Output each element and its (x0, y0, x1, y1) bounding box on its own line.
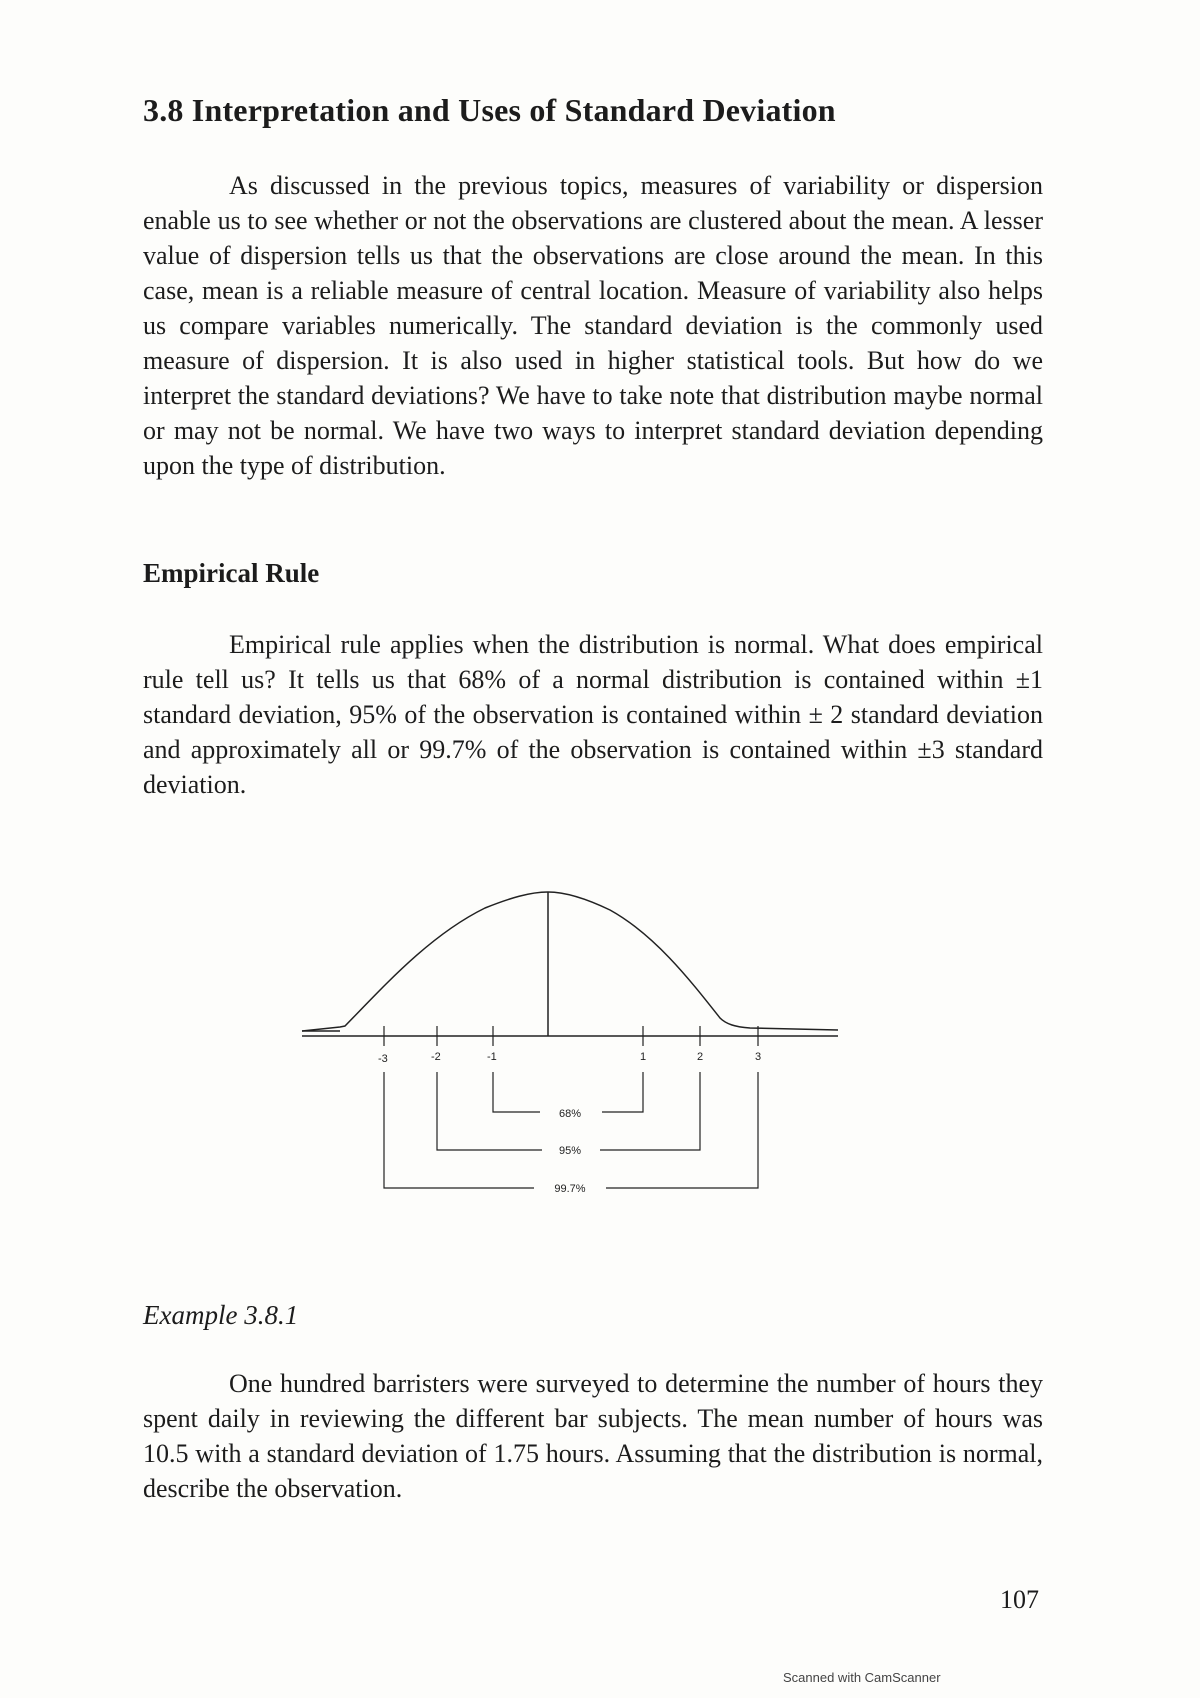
bracket-99-7-left (384, 1072, 534, 1188)
tick-label: 3 (755, 1051, 762, 1063)
tick-label: 2 (697, 1051, 704, 1063)
section-heading: 3.8 Interpretation and Uses of Standard Deviation (143, 92, 836, 128)
example-paragraph-text: One hundred barristers were surveyed to determine the number of hours they spent daily in reviewing the different bar subjects. The mean number of hours was 10.5 with a standard deviation of 1.75 hours. Assuming that the distribution is normal, describe the observation. (143, 1369, 1043, 1503)
bracket-68 (493, 1072, 643, 1120)
bracket-68-left (493, 1072, 540, 1112)
tick-label: -1 (487, 1051, 497, 1063)
tick-label: -3 (378, 1053, 388, 1065)
example-paragraph (143, 1366, 1043, 1506)
bracket-99-7-label: 99.7% (554, 1183, 586, 1195)
normal-curve-diagram (290, 850, 850, 1210)
bracket-95-left (437, 1072, 542, 1150)
bell-curve (302, 892, 838, 1031)
tick-label: -2 (431, 1051, 441, 1063)
intro-paragraph (143, 168, 1043, 483)
bracket-99-7-right (606, 1072, 758, 1188)
tick-labels (378, 1051, 761, 1065)
bracket-95-label: 95% (558, 1145, 582, 1157)
example-title: Example 3.8.1 (143, 1300, 299, 1330)
empirical-rule-paragraph (143, 627, 1043, 802)
normal-curve-svg (290, 850, 850, 1210)
tick-label: 1 (640, 1051, 647, 1063)
page-number: 107 (1000, 1585, 1039, 1614)
bracket-68-right (602, 1072, 643, 1112)
bracket-99-7 (384, 1072, 758, 1195)
intro-paragraph-text: As discussed in the previous topics, measures of variability or dispersion enable us to see whether or not the observations are clustered about the mean. A lesser value of dispersion tells us that the observations are close around the mean. In this case, mean is a reliable measure of central location. Measure of variability also helps us compare variables numerically. The standard deviation is the commonly used measure of dispersion. It is also used in higher statistical tools. But how do we interpret the standard deviations? We have to take note that distribution maybe normal or may not be normal. We have two ways to interpret standard deviation depending upon the type of distribution. (143, 171, 1043, 480)
empirical-rule-subheading: Empirical Rule (143, 558, 320, 588)
bracket-68-label: 68% (558, 1108, 582, 1120)
bracket-95-right (600, 1072, 700, 1150)
scanner-watermark: Scanned with CamScanner (783, 1670, 941, 1685)
empirical-rule-paragraph-text: Empirical rule applies when the distribution is normal. What does empirical rule tell us? It tells us that 68% of a normal distribution is contained within ±1 standard deviation, 95% of the observation is contained within ± 2 standard deviation and approximately all or 99.7% of the observation is contained within ±3 standard deviation. (143, 630, 1043, 799)
